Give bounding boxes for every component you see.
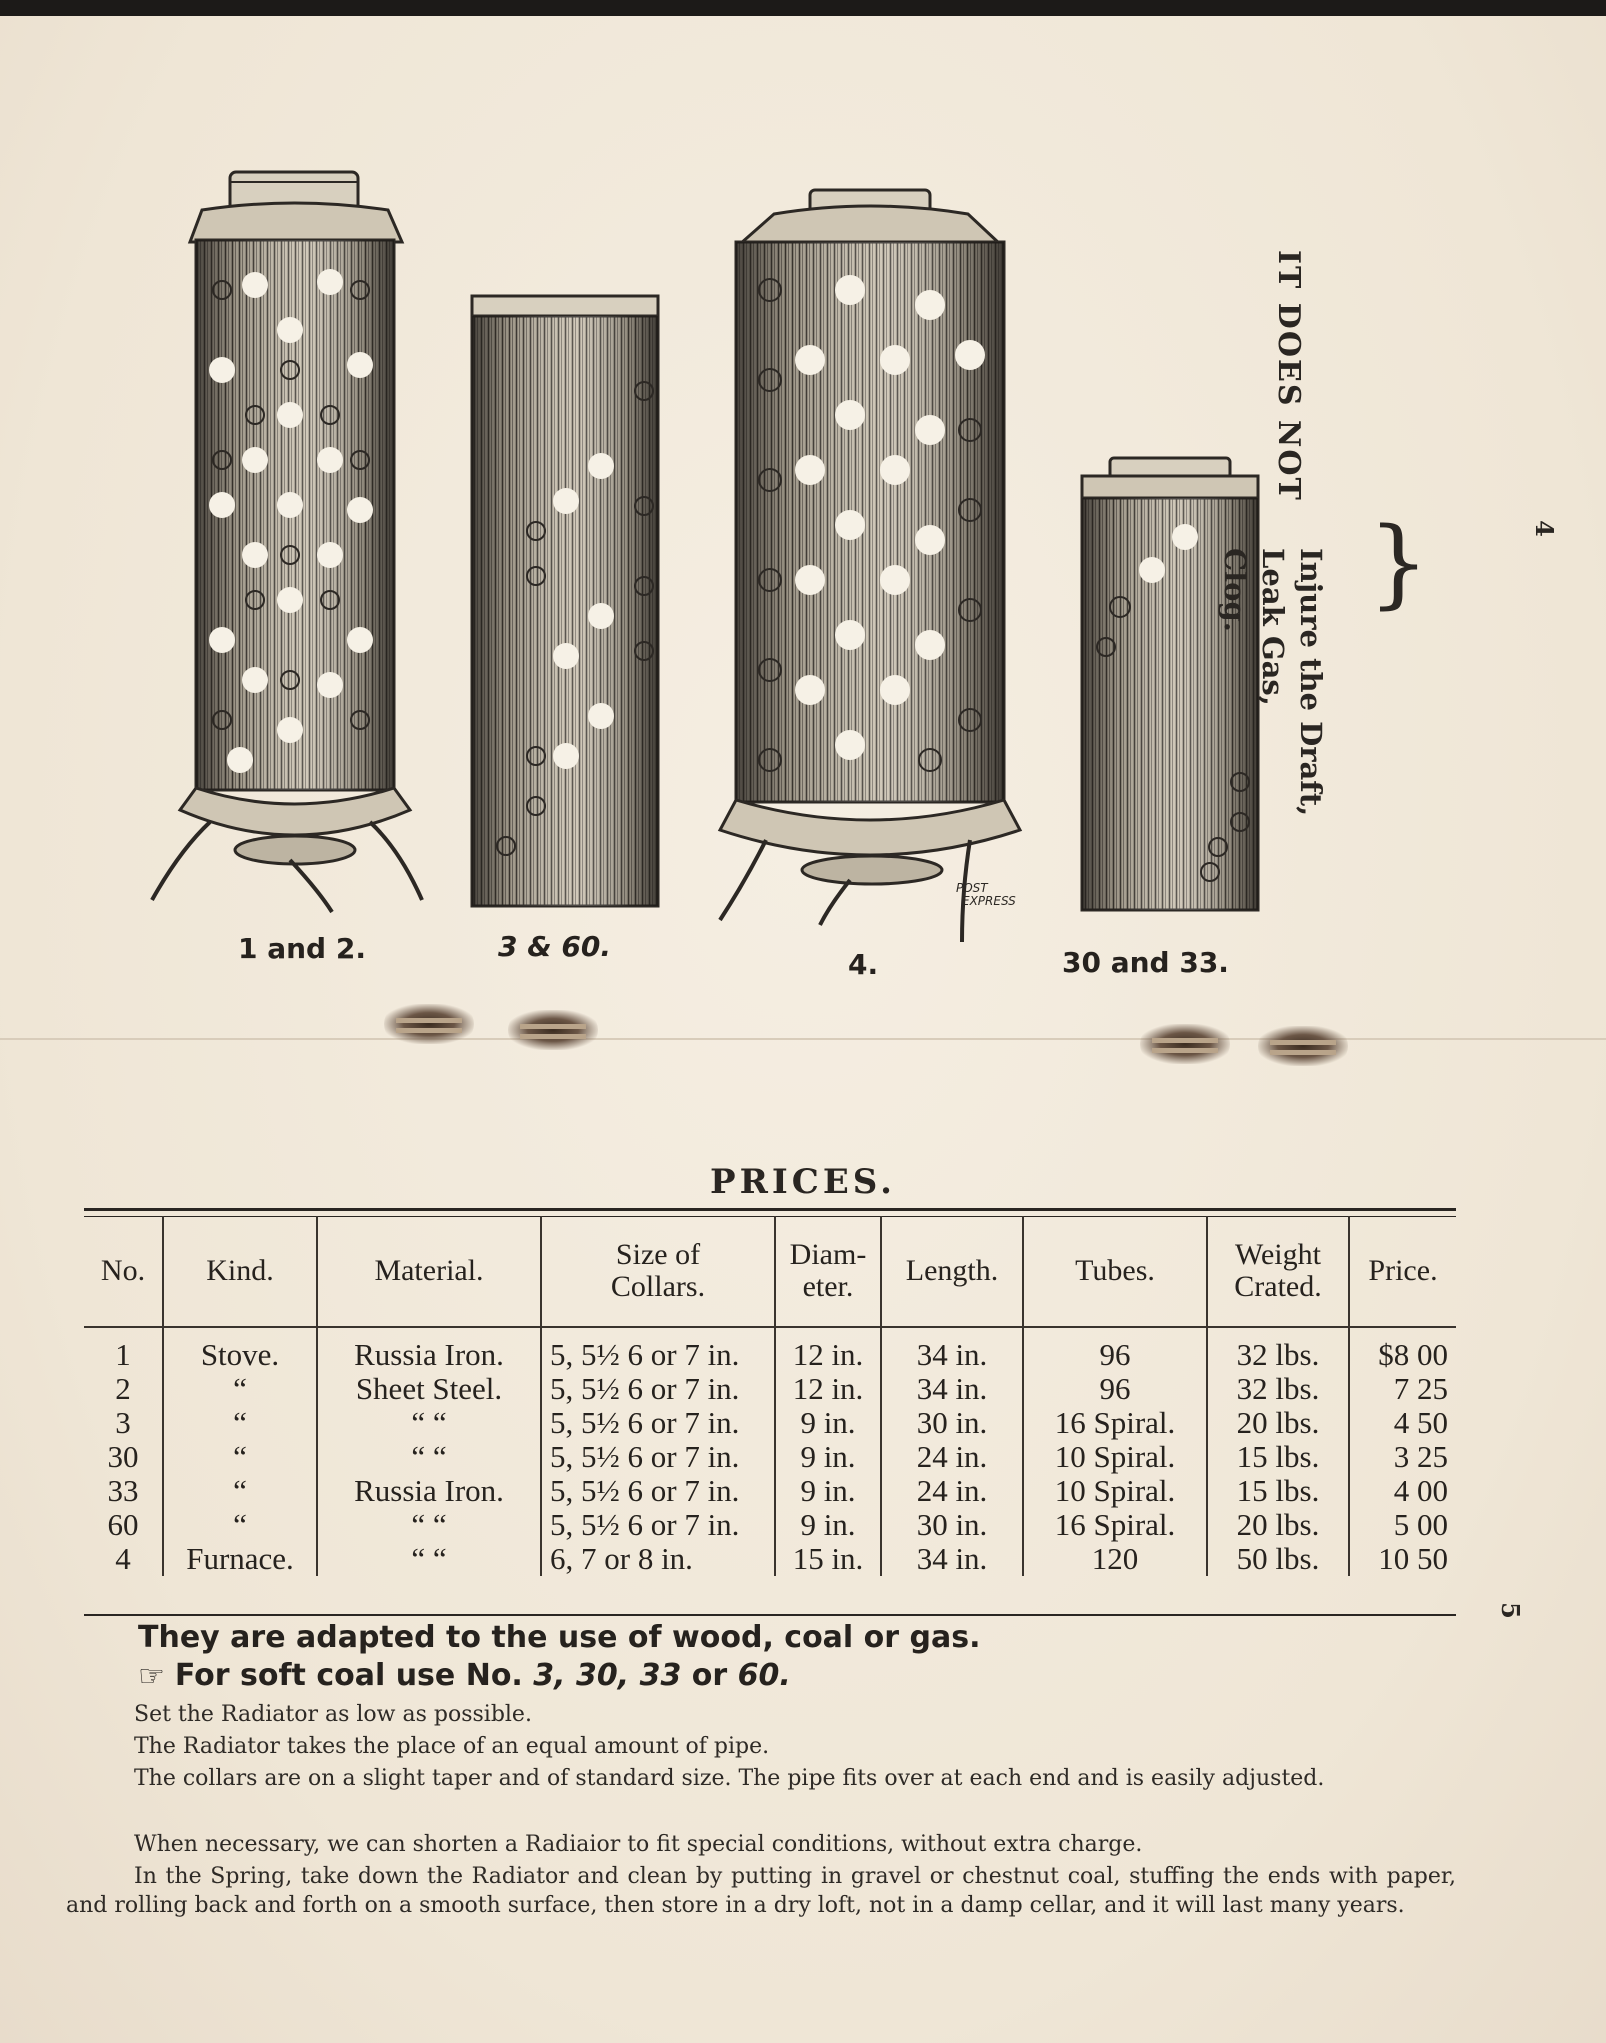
- radiator-4-illustration: [700, 180, 1040, 950]
- cell-weight: 20 lbs.: [1207, 1508, 1349, 1542]
- cell-size: 5, 5½ 6 or 7 in.: [541, 1327, 775, 1372]
- cell-diameter: 9 in.: [775, 1508, 881, 1542]
- cell-material: “ “: [317, 1440, 541, 1474]
- cell-no: 2: [115, 1371, 131, 1406]
- col-header-material: Material.: [317, 1216, 541, 1327]
- cell-length: 24 in.: [881, 1474, 1023, 1508]
- engraving-signature: EXPRESS: [962, 894, 1016, 908]
- cell-size: 6, 7 or 8 in.: [541, 1542, 775, 1576]
- cell-kind: “: [163, 1440, 317, 1474]
- cell-kind: “: [163, 1372, 317, 1406]
- cell-size: 5, 5½ 6 or 7 in.: [541, 1508, 775, 1542]
- scan-top-edge: [0, 0, 1606, 16]
- brace-glyph: }: [1368, 507, 1430, 619]
- cell-diameter: 9 in.: [775, 1440, 881, 1474]
- cell-no: 60: [107, 1507, 139, 1542]
- cell-diameter: 15 in.: [775, 1542, 881, 1576]
- cell-weight: 15 lbs.: [1207, 1474, 1349, 1508]
- engraving-signature: POST: [956, 881, 988, 895]
- cell-size: 5, 5½ 6 or 7 in.: [541, 1440, 775, 1474]
- table-row: [84, 1440, 1456, 1474]
- cell-no: 1: [115, 1337, 131, 1372]
- figure-caption: 30 and 33.: [1062, 946, 1229, 979]
- col-header-diameter: Diam- eter.: [775, 1216, 881, 1327]
- radiator-3-and-60-illustration: [466, 286, 666, 916]
- cell-material: “ “: [317, 1508, 541, 1542]
- table-top-rule: [84, 1208, 1456, 1211]
- fuel-note: They are adapted to the use of wood, coal or gas.: [138, 1620, 981, 1655]
- cell-kind: “: [163, 1508, 317, 1542]
- table-row: [84, 1327, 1456, 1372]
- radiator-1-and-2-illustration: [140, 160, 450, 920]
- cell-tubes: 10 Spiral.: [1023, 1440, 1207, 1474]
- cell-size: 5, 5½ 6 or 7 in.: [541, 1372, 775, 1406]
- cell-material: Russia Iron.: [317, 1474, 541, 1508]
- cell-no: 4: [115, 1541, 131, 1576]
- cell-diameter: 12 in.: [775, 1327, 881, 1372]
- cell-tubes: 10 Spiral.: [1023, 1474, 1207, 1508]
- cell-no: 30: [107, 1439, 139, 1474]
- cell-price: 4 50: [1349, 1406, 1456, 1440]
- cell-length: 34 in.: [881, 1372, 1023, 1406]
- table-row: [84, 1406, 1456, 1440]
- cell-diameter: 9 in.: [775, 1474, 881, 1508]
- cell-price: 3 25: [1349, 1440, 1456, 1474]
- cell-length: 24 in.: [881, 1440, 1023, 1474]
- cell-weight: 15 lbs.: [1207, 1440, 1349, 1474]
- figure-caption: 1 and 2.: [238, 932, 366, 965]
- pointing-hand-icon: ☞: [138, 1659, 165, 1694]
- cell-tubes: 120: [1023, 1542, 1207, 1576]
- cell-length: 34 in.: [881, 1542, 1023, 1576]
- cell-no: 3: [115, 1405, 131, 1440]
- col-header-no: No.: [84, 1216, 163, 1327]
- cell-price: 5 00: [1349, 1508, 1456, 1542]
- cell-tubes: 16 Spiral.: [1023, 1406, 1207, 1440]
- table-row: [84, 1508, 1456, 1542]
- cell-weight: 50 lbs.: [1207, 1542, 1349, 1576]
- instruction-paragraph: The collars are on a slight taper and of standard size. The pipe fits over at each end and is easily adjusted.: [134, 1766, 1325, 1791]
- side-note-item: Leak Gas,: [1256, 548, 1290, 706]
- table-row: [84, 1474, 1456, 1508]
- cell-length: 30 in.: [881, 1508, 1023, 1542]
- figure-caption: 4.: [848, 948, 879, 981]
- cell-price: 4 00: [1349, 1474, 1456, 1508]
- col-header-price: Price.: [1349, 1216, 1456, 1327]
- cell-size: 5, 5½ 6 or 7 in.: [541, 1474, 775, 1508]
- side-note-item: Clog.: [1218, 548, 1252, 632]
- side-note-heading: IT DOES NOT: [1271, 250, 1306, 502]
- cell-kind: “: [163, 1406, 317, 1440]
- cell-kind: “: [163, 1474, 317, 1508]
- cell-kind: Stove.: [163, 1327, 317, 1372]
- col-header-kind: Kind.: [163, 1216, 317, 1327]
- table-bottom-rule: [84, 1614, 1456, 1616]
- figure-caption: 3 & 60.: [498, 930, 611, 963]
- prices-heading: PRICES.: [710, 1162, 896, 1202]
- cell-material: “ “: [317, 1542, 541, 1576]
- instruction-paragraph: Set the Radiator as low as possible.: [134, 1702, 532, 1727]
- col-header-length: Length.: [881, 1216, 1023, 1327]
- instruction-paragraph: When necessary, we can shorten a Radiaior to fit special conditions, without extra charge.: [134, 1832, 1143, 1857]
- page-number-top: 4: [1529, 520, 1559, 537]
- cell-price: 10 50: [1349, 1542, 1456, 1576]
- cell-tubes: 16 Spiral.: [1023, 1508, 1207, 1542]
- cell-material: Russia Iron.: [317, 1327, 541, 1372]
- cell-tubes: 96: [1023, 1327, 1207, 1372]
- cell-weight: 20 lbs.: [1207, 1406, 1349, 1440]
- cell-size: 5, 5½ 6 or 7 in.: [541, 1406, 775, 1440]
- cell-price: $8 00: [1349, 1327, 1456, 1372]
- col-header-size: Size of Collars.: [541, 1216, 775, 1327]
- side-note-list: [1216, 548, 1330, 816]
- soft-coal-note: ☞ For soft coal use No. 3, 30, 33 or 60.: [138, 1658, 791, 1694]
- cell-material: Sheet Steel.: [317, 1372, 541, 1406]
- cell-no: 33: [107, 1473, 139, 1508]
- instruction-paragraph: The Radiator takes the place of an equal amount of pipe.: [134, 1734, 770, 1759]
- staple-mark: [508, 1010, 598, 1050]
- table-row: [84, 1372, 1456, 1406]
- cell-kind: Furnace.: [163, 1542, 317, 1576]
- cell-diameter: 12 in.: [775, 1372, 881, 1406]
- cell-weight: 32 lbs.: [1207, 1327, 1349, 1372]
- page-fold: [0, 1038, 1606, 1040]
- cell-material: “ “: [317, 1406, 541, 1440]
- staple-mark: [1258, 1026, 1348, 1066]
- cell-tubes: 96: [1023, 1372, 1207, 1406]
- cell-diameter: 9 in.: [775, 1406, 881, 1440]
- cell-weight: 32 lbs.: [1207, 1372, 1349, 1406]
- cell-length: 34 in.: [881, 1327, 1023, 1372]
- page-number-bottom: 5: [1495, 1602, 1525, 1619]
- instruction-paragraph: In the Spring, take down the Radiator and clean by putting in gravel or chestnut coal, stuffing the ends with paper, and rolling back and forth on a smooth surface, then store in a dry loft, not in a damp cellar, and it will last many years.: [66, 1864, 1456, 1918]
- prices-table: [84, 1216, 1456, 1576]
- side-note-item: Injure the Draft,: [1294, 548, 1328, 817]
- table-row: [84, 1542, 1456, 1576]
- cell-price: 7 25: [1349, 1372, 1456, 1406]
- table-header-row: [84, 1216, 1456, 1327]
- staple-mark: [1140, 1024, 1230, 1064]
- col-header-tubes: Tubes.: [1023, 1216, 1207, 1327]
- col-header-weight: Weight Crated.: [1207, 1216, 1349, 1327]
- cell-length: 30 in.: [881, 1406, 1023, 1440]
- staple-mark: [384, 1004, 474, 1044]
